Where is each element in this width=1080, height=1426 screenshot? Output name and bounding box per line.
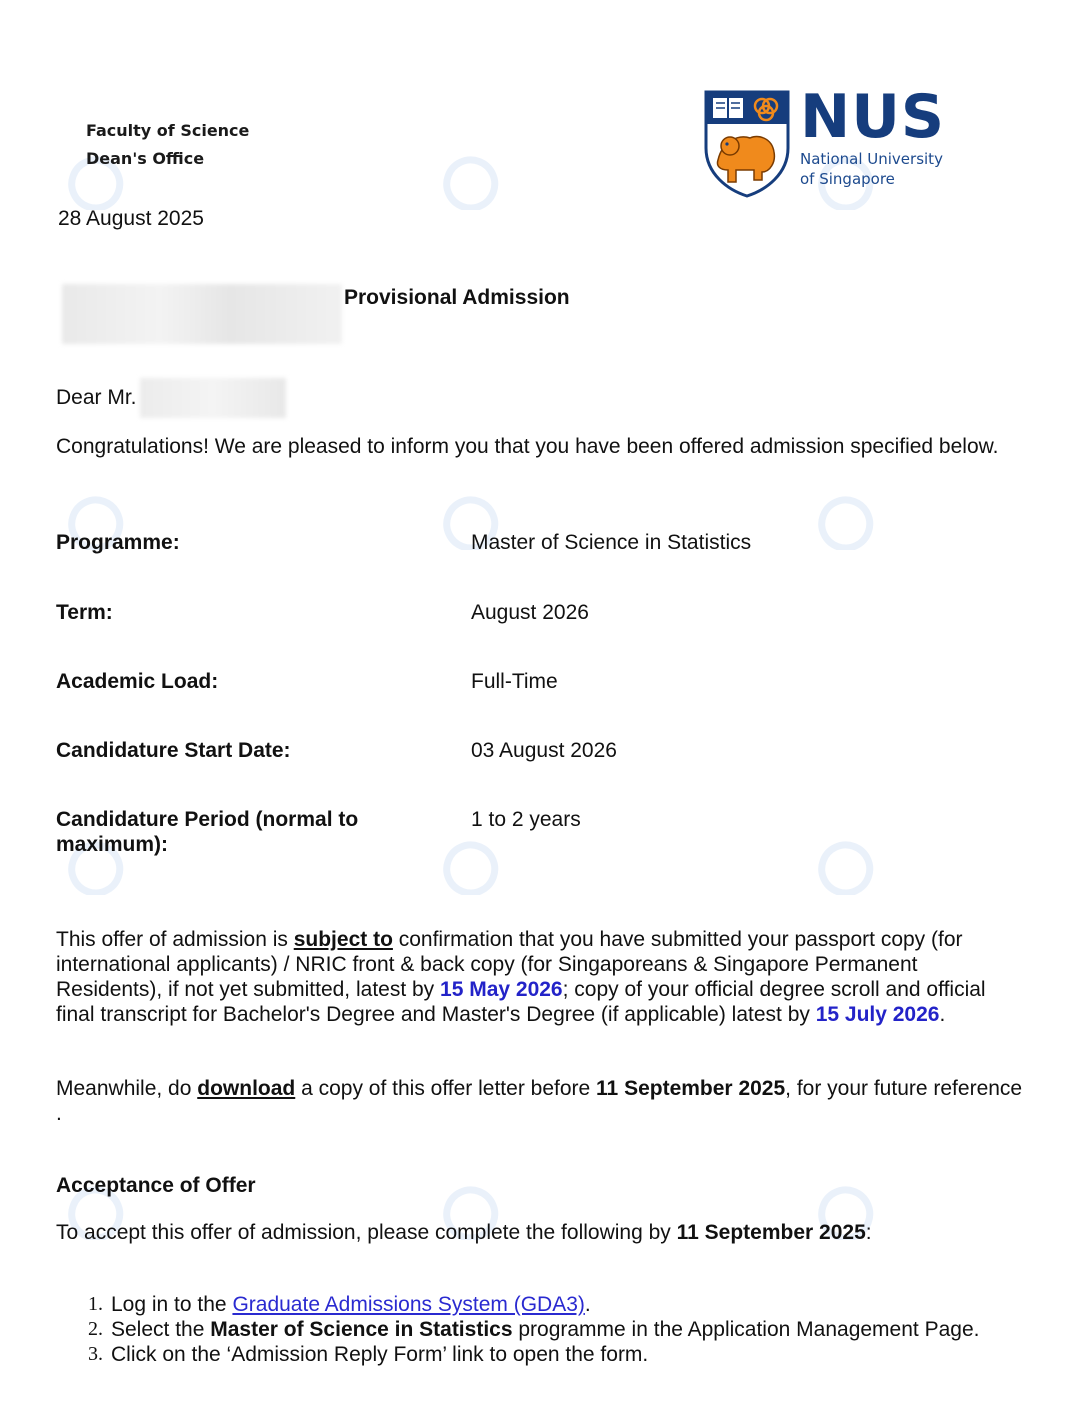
- nus-crest-logo: [704, 90, 790, 198]
- redacted-name: [140, 378, 286, 418]
- detail-label-term: Term:: [56, 601, 113, 624]
- detail-value-start-date: 03 August 2026: [471, 739, 617, 762]
- step-item-3: 3. Click on the ‘Admission Reply Form’ link to open the form.: [88, 1343, 649, 1366]
- watermark-logo: [800, 400, 1040, 550]
- download-emphasis: download: [197, 1077, 296, 1100]
- watermark-logo: [425, 400, 665, 550]
- condition-paragraph: This offer of admission is subject to confirmation that you have submitted your passport copy (for international applicants) / NRIC front & back copy (for Singaporeans & Singapore Permanent Residents), if not yet submitted, latest by 15 May 2026; copy of your official degree scroll and official final transcript for Bachelor's Degree and Master's Degree (if applicable) latest by 15 July 2026.: [56, 928, 986, 1026]
- intro-paragraph: Congratulations! We are pleased to inform you that you have been offered admission specified below.: [56, 435, 999, 458]
- download-paragraph: Meanwhile, do download a copy of this offer letter before 11 September 2025, for your future reference .: [56, 1077, 1023, 1125]
- detail-label-academic-load: Academic Load:: [56, 670, 219, 693]
- watermark-logo: [50, 400, 290, 550]
- step-item-1: 1. Log in to the Graduate Admissions System (GDA3).: [88, 1293, 591, 1316]
- gda3-link[interactable]: Graduate Admissions System (GDA3): [232, 1293, 585, 1316]
- redacted-address: [62, 284, 342, 344]
- letter-date: 28 August 2025: [58, 207, 204, 230]
- salutation: Dear Mr.: [56, 386, 137, 409]
- detail-value-programme: Master of Science in Statistics: [471, 531, 752, 554]
- watermark-logo: [425, 60, 665, 210]
- step-item-2: 2. Select the Master of Science in Statistics programme in the Application Management Page.: [88, 1318, 980, 1341]
- nus-wordmark: NUS: [800, 82, 946, 152]
- university-name: National University of Singapore: [800, 150, 943, 188]
- detail-label-candidature-period: Candidature Period (normal to maximum):: [56, 808, 359, 856]
- deadline-transcript: 15 July 2026: [815, 1003, 940, 1026]
- detail-value-term: August 2026: [471, 601, 589, 624]
- watermark-logo: [800, 745, 1040, 895]
- detail-label-start-date: Candidature Start Date:: [56, 739, 291, 762]
- detail-value-candidature-period: 1 to 2 years: [471, 808, 581, 831]
- office-name: Dean's Office: [86, 149, 205, 168]
- deadline-passport: 15 May 2026: [440, 978, 563, 1001]
- faculty-name: Faculty of Science: [86, 121, 250, 140]
- faculty-address: [86, 117, 249, 173]
- detail-value-academic-load: Full-Time: [471, 670, 558, 693]
- acceptance-heading: Acceptance of Offer: [56, 1174, 256, 1197]
- letter-title: Provisional Admission: [344, 286, 570, 309]
- subject-to-emphasis: subject to: [293, 928, 393, 951]
- acceptance-deadline: 11 September 2025: [676, 1221, 866, 1244]
- download-deadline: 11 September 2025: [596, 1077, 786, 1100]
- acceptance-instructions: To accept this offer of admission, please complete the following by 11 September 2025:: [56, 1221, 872, 1244]
- acceptance-steps: [88, 1292, 1061, 1367]
- detail-label-programme: Programme:: [56, 531, 180, 554]
